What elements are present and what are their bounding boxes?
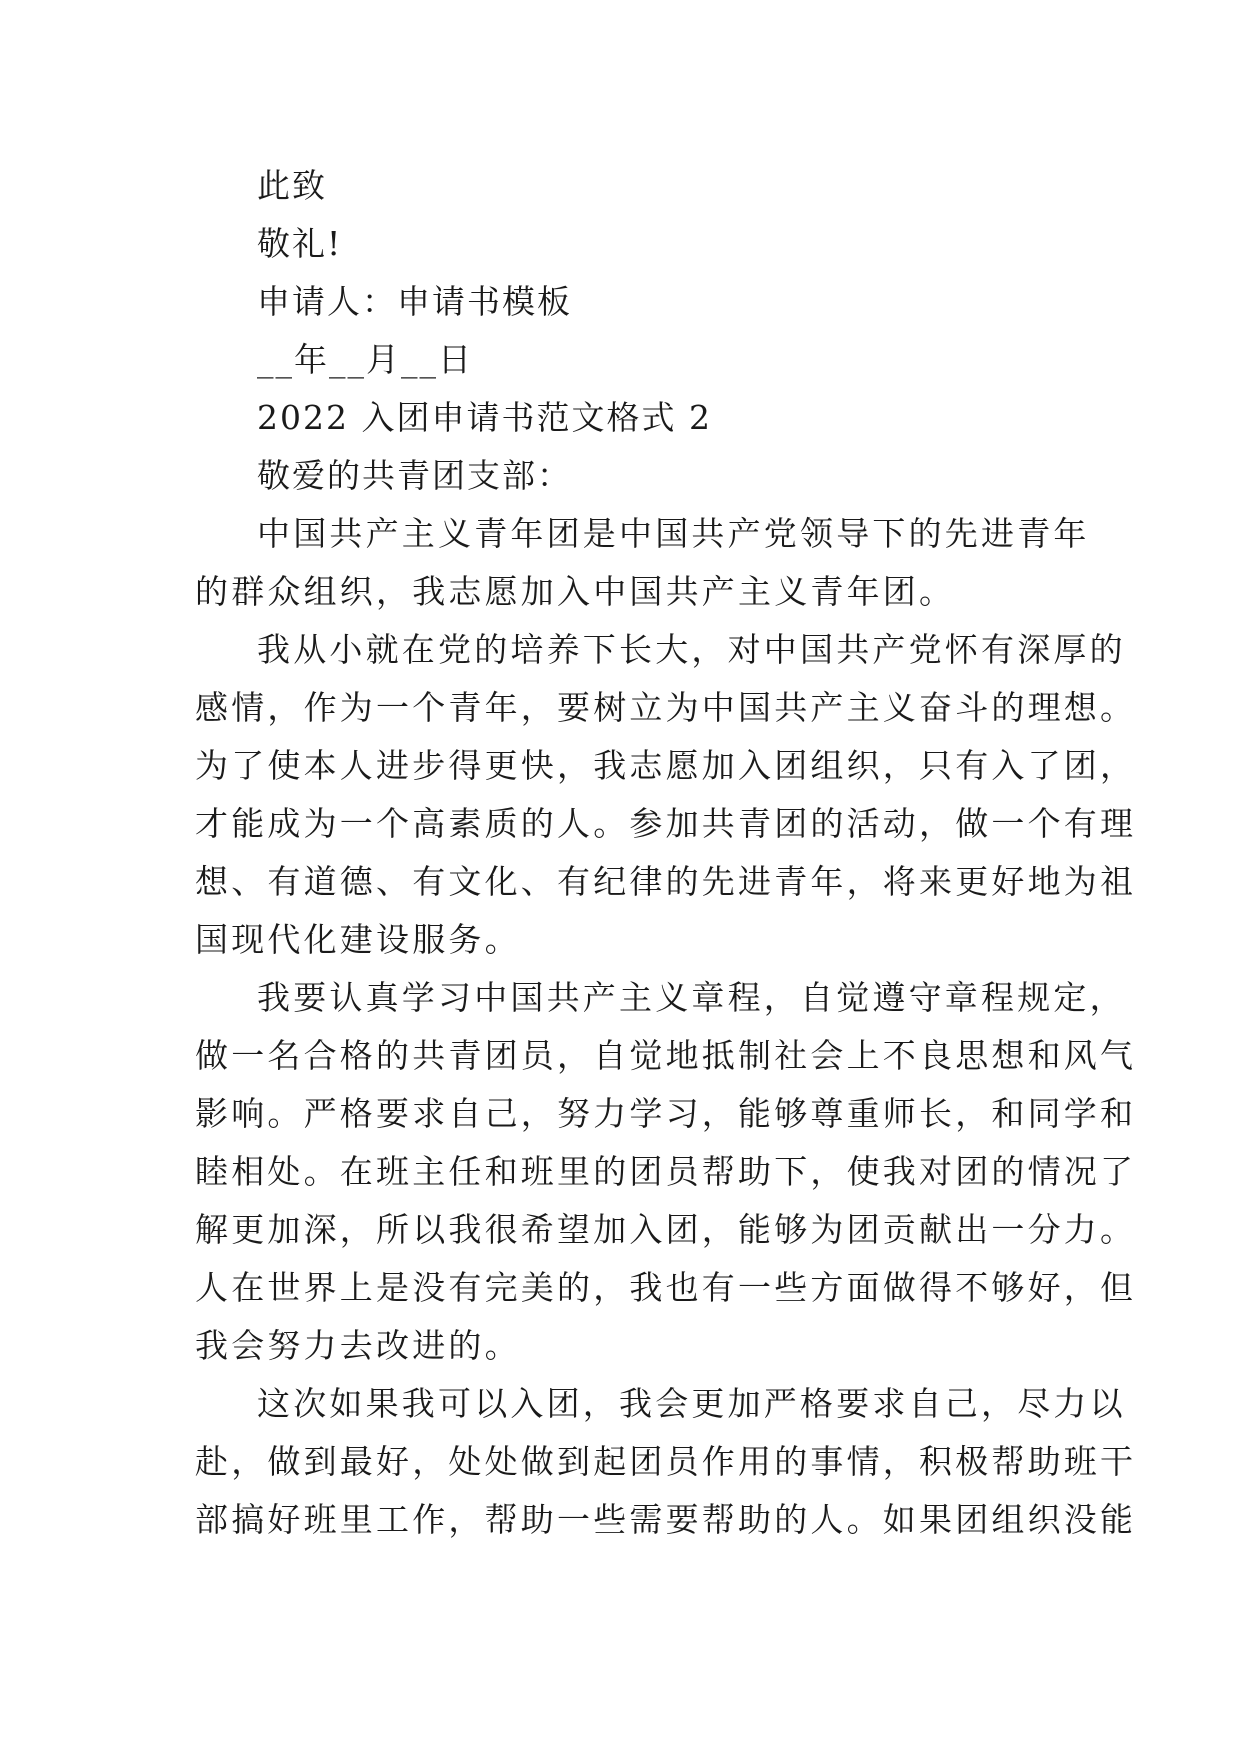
paragraph-line: 我要认真学习中国共产主义章程，自觉遵守章程规定， [257,978,1126,1017]
paragraph-line: 影响。严格要求自己，努力学习，能够尊重师长，和同学和 [195,1094,1137,1133]
paragraph-line: 赴，做到最好，处处做到起团员作用的事情，积极帮助班干 [195,1442,1137,1481]
paragraph-line: 我会努力去改进的。 [195,1326,521,1365]
paragraph-line: 做一名合格的共青团员，自觉地抵制社会上不良思想和风气 [195,1036,1137,1075]
closing-salutation-2: 敬礼! [257,224,343,263]
paragraph-line: 睦相处。在班主任和班里的团员帮助下，使我对团的情况了 [195,1152,1137,1191]
closing-salutation-1: 此致 [257,166,327,205]
section-title: 2022 入团申请书范文格式 2 [257,398,712,437]
paragraph-line: 的群众组织，我志愿加入中国共产主义青年团。 [195,572,956,611]
date-line: __年__月__日 [257,340,473,379]
greeting: 敬爱的共青团支部： [257,456,572,495]
paragraph-line: 解更加深，所以我很希望加入团，能够为团贡献出一分力。 [195,1210,1137,1249]
paragraph-line: 中国共产主义青年团是中国共产党领导下的先进青年 [257,514,1090,553]
paragraph-line: 我从小就在党的培养下长大，对中国共产党怀有深厚的 [257,630,1126,669]
paragraph-line: 才能成为一个高素质的人。参加共青团的活动，做一个有理 [195,804,1137,843]
paragraph-line: 感情，作为一个青年，要树立为中国共产主义奋斗的理想。 [195,688,1137,727]
applicant-signature: 申请人：申请书模板 [257,282,572,321]
paragraph-line: 这次如果我可以入团，我会更加严格要求自己，尽力以 [257,1384,1126,1423]
paragraph-line: 人在世界上是没有完美的，我也有一些方面做得不够好，但 [195,1268,1137,1307]
paragraph-line: 部搞好班里工作，帮助一些需要帮助的人。如果团组织没能 [195,1500,1137,1539]
paragraph-line: 国现代化建设服务。 [195,920,521,959]
paragraph-line: 想、有道德、有文化、有纪律的先进青年，将来更好地为祖 [195,862,1137,901]
paragraph-line: 为了使本人进步得更快，我志愿加入团组织，只有入了团， [195,746,1137,785]
